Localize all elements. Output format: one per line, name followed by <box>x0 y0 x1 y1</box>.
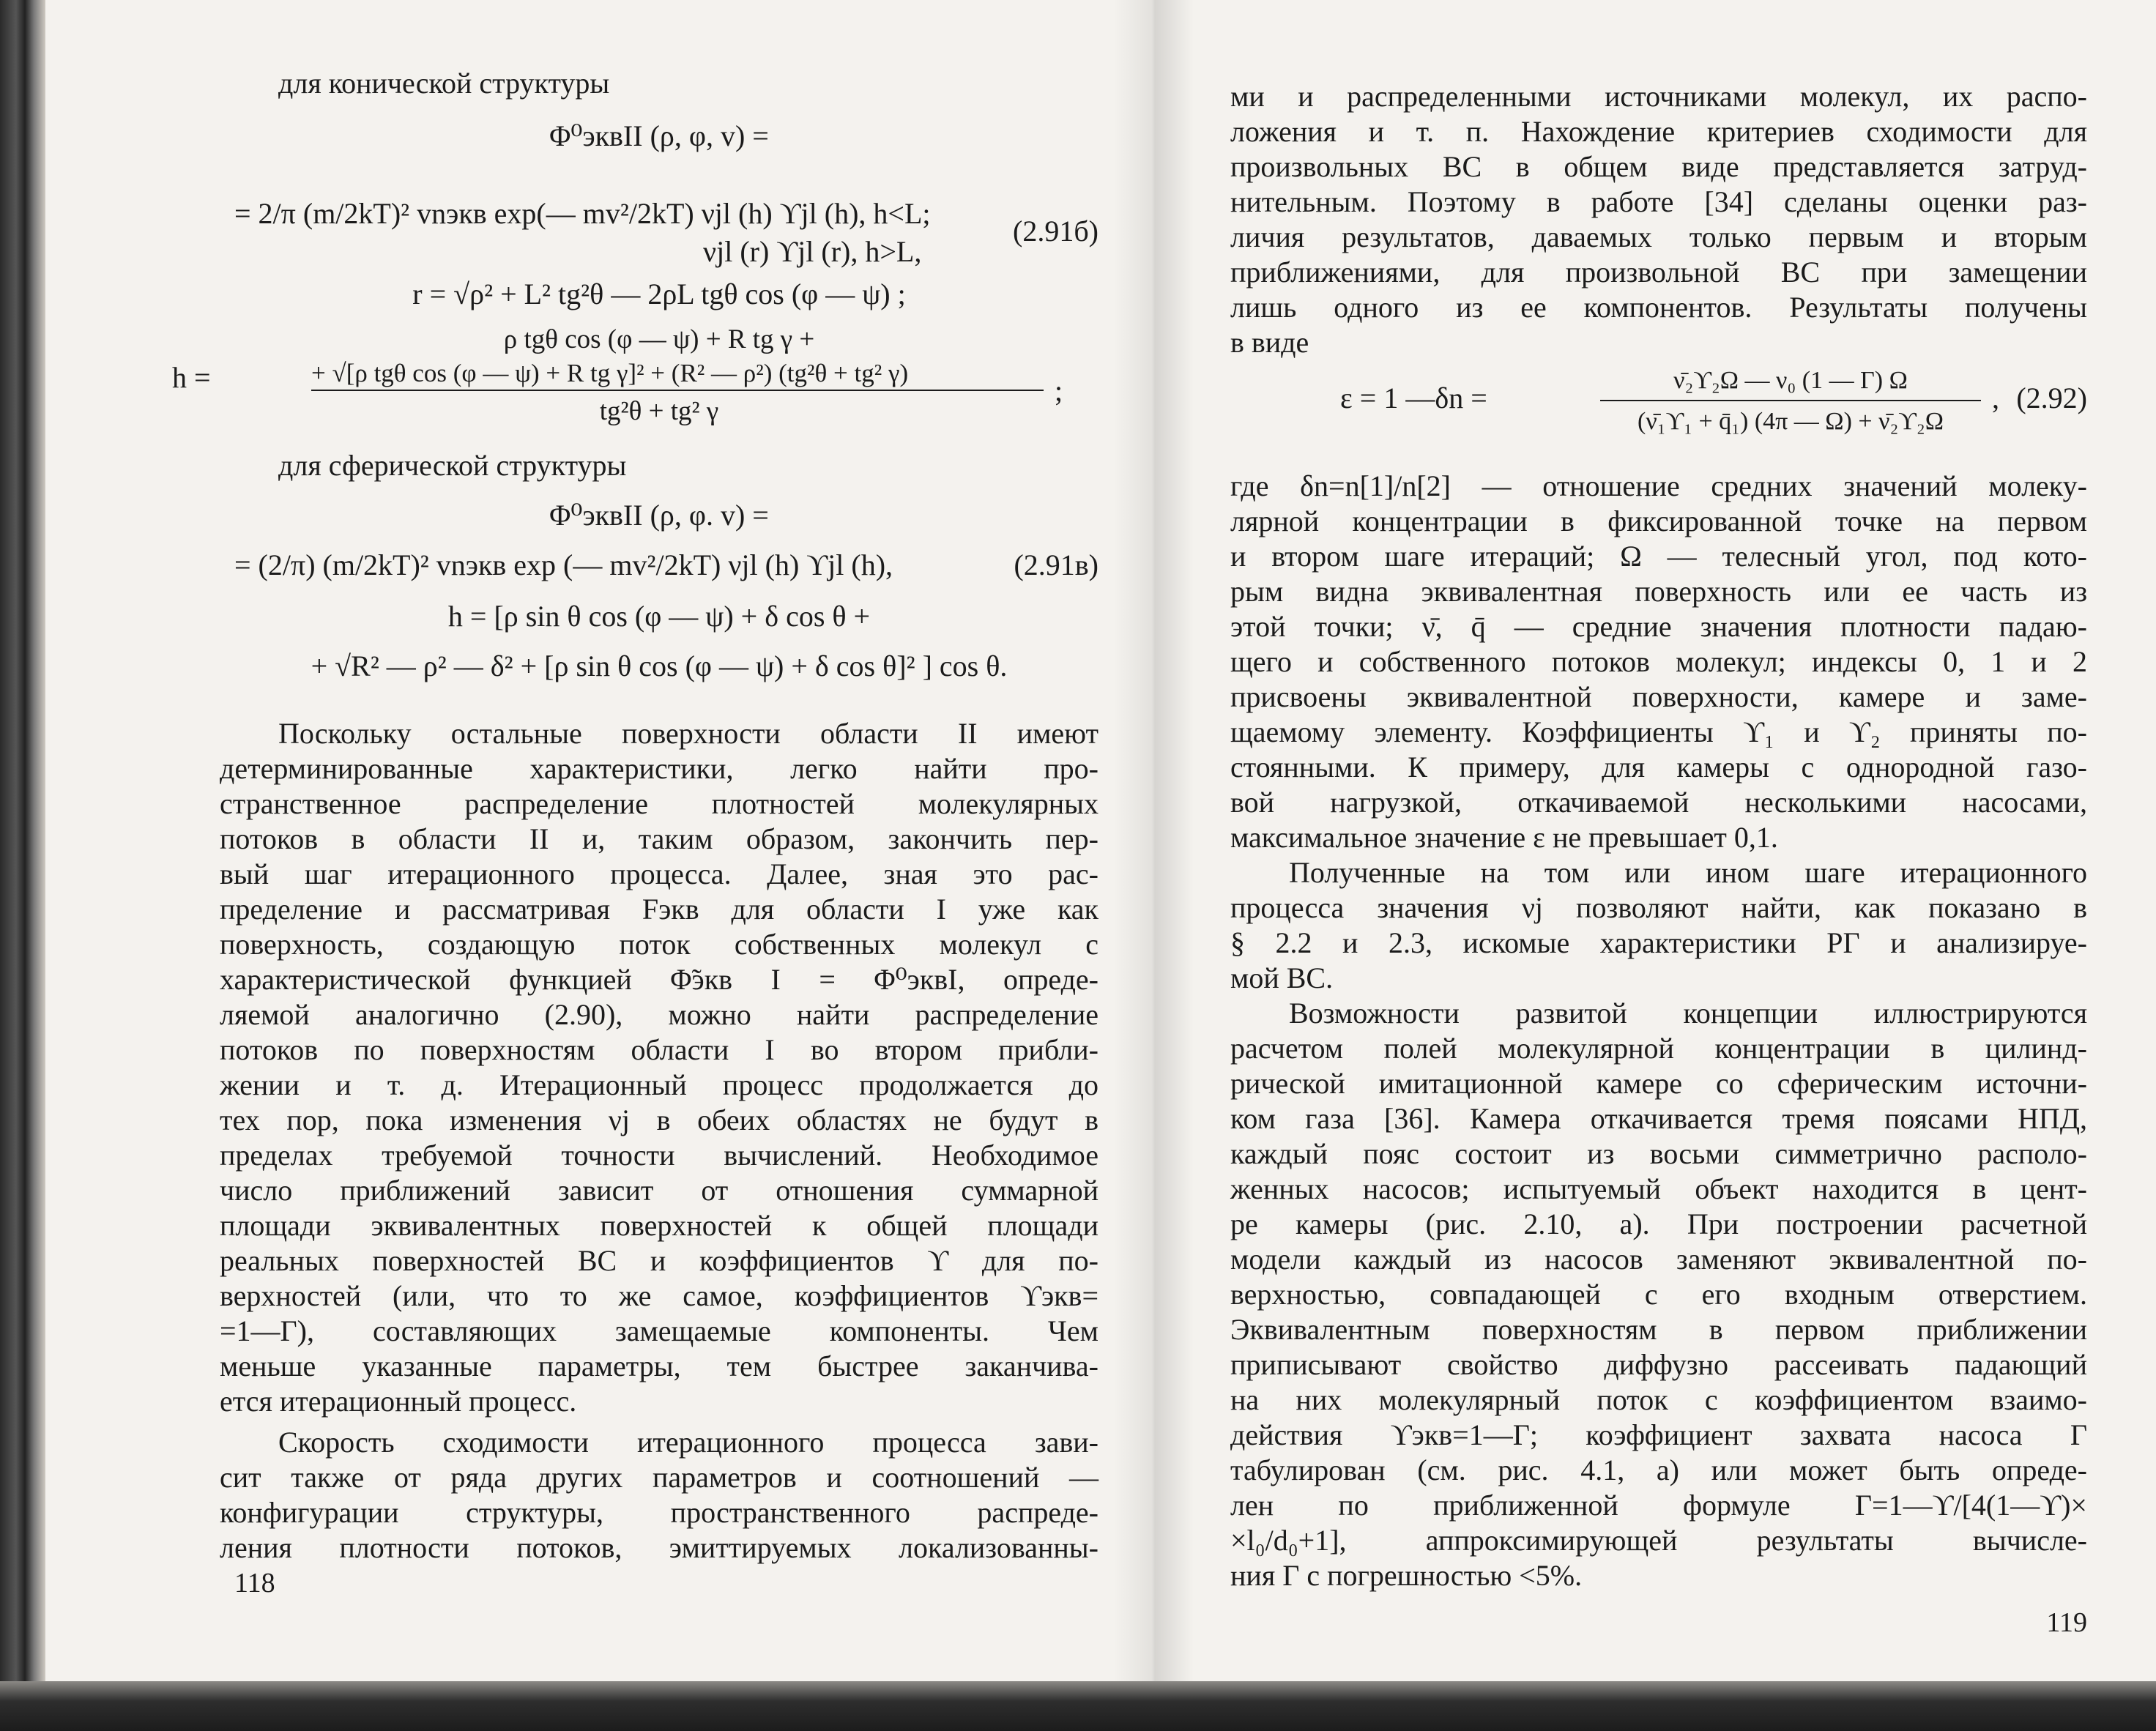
paragraph-line: ком газа [36]. Камера откачивается тремя поясами НПД, <box>1230 1102 2087 1135</box>
paragraph-line: присвоены эквивалентной поверхности, камере и заме- <box>1230 680 2087 713</box>
eq-number-291b: (2.91б) <box>1013 215 1099 247</box>
book-gutter <box>1113 0 1194 1731</box>
paragraph-line: лен по приближенной формуле Γ=1—ϒ/[4(1—ϒ)× <box>1230 1489 2087 1522</box>
formula-phi-conical: Φ⁰эквII (ρ, φ, v) = <box>549 119 769 152</box>
paragraph-line: произвольных ВС в общем виде представляется затруд- <box>1230 150 2087 183</box>
formula-h-label: h = <box>172 361 211 394</box>
paragraph-line: женных насосов; испытуемый объект находится в цент- <box>1230 1172 2087 1205</box>
formula-h-numerator-1: ρ tgθ cos (φ — ψ) + R tg γ + <box>503 324 815 354</box>
paragraph-line: приписывают свойство диффузно рассеивать падающий <box>1230 1348 2087 1381</box>
paragraph-line: щаемому элементу. Коэффициенты ϒ₁ и ϒ₂ приняты по- <box>1230 715 2087 748</box>
intro-conical: для конической структуры <box>278 67 610 100</box>
formula-h-spherical-1: h = [ρ sin θ cos (φ — ψ) + δ cos θ + <box>447 600 871 633</box>
paragraph-line: приближениями, для произвольной ВС при замещении <box>1230 256 2087 288</box>
formula-291b-line1: = 2/π (m/2kT)² vnэкв exp(— mv²/2kT) νjl (h) ϒjl (h), h<L; <box>234 197 931 230</box>
formula-h-spherical-2: + √R² — ρ² — δ² + [ρ sin θ cos (φ — ψ) + δ cos θ]² ] cos θ. <box>311 649 1008 682</box>
formula-h-denominator: tg²θ + tg² γ <box>599 396 719 426</box>
paragraph-line: ется итерационный процесс. <box>220 1385 577 1418</box>
left-page <box>172 0 1099 1681</box>
formula-291b-line2: νjl (r) ϒjl (r), h>L, <box>703 235 922 268</box>
paragraph-line: Поскольку остальные поверхности области II имеют <box>278 717 1099 750</box>
book-spine-shadow <box>0 0 45 1731</box>
paragraph-line: реальных поверхностей ВС и коэффициентов ϒ для по- <box>220 1244 1099 1277</box>
eq-number-292: (2.92) <box>2016 381 2087 414</box>
paragraph-line: верхностей (или, что то же самое, коэффициентов ϒэкв= <box>220 1279 1099 1312</box>
paragraph-line: ния Γ с погрешностью <5%. <box>1230 1559 1583 1592</box>
intro-spherical: для сферической структуры <box>278 449 627 482</box>
paragraph-line: где δn=n[1]/n[2] — отношение средних значений молеку- <box>1230 469 2087 502</box>
page-number-left: 118 <box>234 1568 275 1598</box>
paragraph-line: мой ВС. <box>1230 961 1334 994</box>
paragraph-line: потоков в области II и, таким образом, закончить пер- <box>220 822 1099 855</box>
paragraph-line: ре камеры (рис. 2.10, а). При построении расчетной <box>1230 1207 2087 1240</box>
paragraph-line: вый шаг итерационного процесса. Далее, зная это рас- <box>220 857 1099 890</box>
paragraph-line: тех пор, пока изменения νj в обеих областях не будут в <box>220 1103 1099 1136</box>
paragraph-line: нительным. Поэтому в работе [34] сделаны оценки раз- <box>1230 185 2087 218</box>
paragraph-line: пределение и рассматривая Fэкв для области I уже как <box>220 893 1099 926</box>
formula-h-numerator-2: + √[ρ tgθ cos (φ — ψ) + R tg γ]² + (R² — ρ²) (tg²θ + tg² γ) <box>311 359 909 387</box>
paragraph-line: рым видна эквивалентная поверхность или ее часть из <box>1230 575 2087 608</box>
paragraph-line: и втором шаге итераций; Ω — телесный угол, под кото- <box>1230 540 2087 573</box>
paragraph-line: пределах требуемой точности вычислений. Необходимое <box>220 1139 1099 1172</box>
paragraph-line: ложения и т. п. Нахождение критериев сходимости для <box>1230 115 2087 148</box>
paragraph-line: ления плотности потоков, эмиттируемых локализованны- <box>220 1531 1099 1564</box>
paragraph-line: каждый пояс состоит из восьми симметрично располо- <box>1230 1137 2087 1170</box>
formula-epsilon-denominator: (ν̄₁ϒ₁ + q̄₁) (4π — Ω) + ν̄₂ϒ₂Ω <box>1638 408 1944 435</box>
formula-epsilon-lhs: ε = 1 —δn = <box>1340 381 1487 414</box>
paragraph-line: на них молекулярный поток с коэффициентом взаимо- <box>1230 1383 2087 1416</box>
paragraph-line: жении и т. д. Итерационный процесс продолжается до <box>220 1068 1099 1101</box>
eq-number-291v: (2.91в) <box>1014 548 1099 581</box>
formula-r: r = √ρ² + L² tg²θ — 2ρL tgθ cos (φ — ψ) ; <box>412 278 906 310</box>
paragraph-line: ляемой аналогично (2.90), можно найти распределение <box>220 998 1099 1031</box>
paragraph-line: § 2.2 и 2.3, искомые характеристики РГ и анализируе- <box>1230 926 2087 959</box>
paragraph-line: площади эквивалентных поверхностей к общей площади <box>220 1209 1099 1242</box>
paragraph-line: потоков по поверхностям области I во втором прибли- <box>220 1033 1099 1066</box>
page-number-right: 119 <box>2046 1607 2087 1638</box>
paragraph-line: лярной концентрации в фиксированной точке на первом <box>1230 505 2087 537</box>
paragraph-line: Эквивалентным поверхностям в первом приближении <box>1230 1313 2087 1346</box>
paragraph-line: конфигурации структуры, пространственного распреде- <box>220 1496 1099 1529</box>
paragraph-line: детерминированные характеристики, легко найти про- <box>220 752 1099 785</box>
right-page <box>1230 0 2087 1681</box>
paragraph-line: поверхность, создающую поток собственных молекул с <box>220 928 1099 961</box>
paragraph-line: процесса значения νj позволяют найти, как показано в <box>1230 891 2087 924</box>
fraction-bar-epsilon <box>1600 400 1981 401</box>
paragraph-line: ми и распределенными источниками молекул, их распо- <box>1230 80 2087 113</box>
paragraph-line: модели каждый из насосов заменяют эквивалентной по- <box>1230 1243 2087 1276</box>
paragraph-line: сит также от ряда других параметров и соотношений — <box>220 1461 1099 1494</box>
paragraph-line: рической имитационной камере со сферическим источни- <box>1230 1067 2087 1100</box>
paragraph-line: =1—Γ), составляющих замещаемые компоненты. Чем <box>220 1314 1099 1347</box>
paragraph-line: расчетом полей молекулярной концентрации в цилинд- <box>1230 1032 2087 1065</box>
paragraph-line: Полученные на том или ином шаге итерационного <box>1289 856 2087 889</box>
paragraph-line: Возможности развитой концепции иллюстрируются <box>1289 997 2087 1030</box>
scan-bottom-edge <box>0 1681 2156 1731</box>
paragraph-line: вой нагрузкой, откачиваемой несколькими насосами, <box>1230 786 2087 819</box>
paragraph-line: меньше указанные параметры, тем быстрее заканчива- <box>220 1350 1099 1382</box>
paragraph-line: ×l₀/d₀+1], аппроксимирующей результаты вычисле- <box>1230 1524 2087 1557</box>
paragraph-line: верхностью, совпадающей с его входным отверстием. <box>1230 1278 2087 1311</box>
paragraph-line: табулирован (см. рис. 4.1, а) или может быть опреде- <box>1230 1453 2087 1486</box>
formula-epsilon-comma: , <box>1992 381 1999 414</box>
paragraph-line: в виде <box>1230 326 1309 359</box>
paragraph-line: характеристической функцией Φ̃экв I = Φ⁰эквI, опреде- <box>220 963 1099 996</box>
formula-epsilon-numerator: ν̄₂ϒ₂Ω — ν₀ (1 — Γ) Ω <box>1673 367 1908 394</box>
paragraph-line: число приближений зависит от отношения суммарной <box>220 1174 1099 1207</box>
paragraph-line: этой точки; ν̄, q̄ — средние значения плотности падаю- <box>1230 610 2087 643</box>
formula-h-semicolon: ; <box>1055 374 1063 407</box>
formula-phi-spherical: Φ⁰эквII (ρ, φ. v) = <box>549 499 769 532</box>
paragraph-line: Скорость сходимости итерационного процесса зави- <box>278 1426 1099 1459</box>
paragraph-line: стоянными. К примеру, для камеры с однородной газо- <box>1230 751 2087 783</box>
paragraph-line: странственное распределение плотностей молекулярных <box>220 787 1099 820</box>
paragraph-line: щего и собственного потоков молекул; индексы 0, 1 и 2 <box>1230 645 2087 678</box>
paragraph-line: личия результатов, даваемых только первым и вторым <box>1230 220 2087 253</box>
fraction-bar-h <box>311 390 1044 391</box>
paragraph-line: действия ϒэкв=1—Γ; коэффициент захвата насоса Γ <box>1230 1418 2087 1451</box>
paragraph-line: максимальное значение ε не превышает 0,1. <box>1230 821 1778 854</box>
formula-291v: = (2/π) (m/2kT)² vnэкв exp (— mv²/2kT) νjl (h) ϒjl (h), <box>234 548 893 581</box>
paragraph-line: лишь одного из ее компонентов. Результаты получены <box>1230 291 2087 324</box>
